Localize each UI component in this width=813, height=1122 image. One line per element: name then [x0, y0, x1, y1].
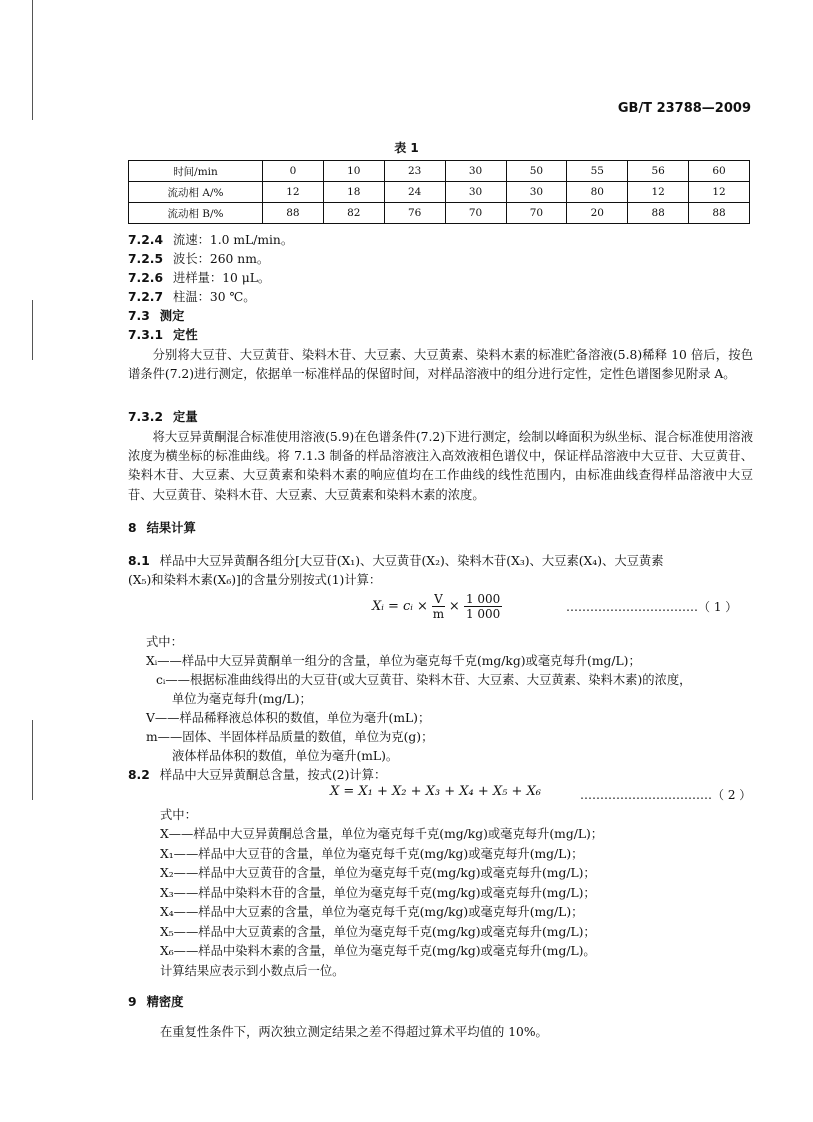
table-row-header: 流动相 A/%	[129, 182, 263, 203]
table-row	[129, 203, 750, 224]
fraction-v-over-m: $\frac{V}{m}$	[432, 592, 445, 621]
definition-line: X₂——样品中大豆黄苷的含量，单位为毫克每千克(mg/kg)或毫克每升(mg/L)；	[160, 866, 596, 880]
table-cell: 88	[628, 203, 689, 224]
table-cell: 70	[445, 203, 506, 224]
table-cell: 20	[567, 203, 628, 224]
definition-line: V——样品稀释液总体积的数值，单位为毫升(mL)；	[146, 711, 431, 725]
table-cell: 55	[567, 161, 628, 182]
table-cell: 50	[506, 161, 567, 182]
item-7-2-4: 7.2.4 流速：1.0 mL/min。	[128, 233, 294, 247]
table-row-header: 时间/min	[129, 161, 263, 182]
table-cell: 12	[628, 182, 689, 203]
table-cell: 23	[384, 161, 445, 182]
where-label-2: 式中：	[160, 808, 197, 822]
scan-edge-line-mid	[32, 300, 33, 360]
definition-line: X₄——样品中大豆素的含量，单位为毫克每千克(mg/kg)或毫克每升(mg/L)；	[160, 905, 584, 919]
table-cell: 0	[263, 161, 324, 182]
heading-7-3-1: 7.3.1 定性	[128, 328, 198, 342]
definition-line: X₁——样品中大豆苷的含量，单位为毫克每千克(mg/kg)或毫克每升(mg/L)；	[160, 846, 584, 861]
table-cell: 24	[384, 182, 445, 203]
paragraph-7-3-2: 将大豆异黄酮混合标准使用溶液(5.9)在色谱条件(7.2)下进行测定，绘制以峰面积为纵坐标、混合标准使用溶液浓度为横坐标的标准曲线。将 7.1.3 制备的样品溶液注入高效液相色谱仪中，保证样品溶液中大豆苷、大豆黄苷、染料木苷、大豆素、大豆黄素和染料木素的响应值均在工作曲线的线性范围内，由标准曲线查得样品溶液中大豆苷、大豆黄苷、染料木苷、大豆素、大豆黄素和染料木素的浓度。	[128, 430, 753, 502]
table-row-header: 流动相 B/%	[129, 203, 263, 224]
definition-line: 液体样品体积的数值，单位为毫升(mL)。	[172, 749, 399, 763]
table-row	[129, 182, 750, 203]
paragraph-9: 在重复性条件下，两次独立测定结果之差不得超过算术平均值的 10%。	[160, 1025, 548, 1039]
heading-7-3-2: 7.3.2 定量	[128, 410, 198, 424]
definition-line: X——样品中大豆异黄酮总含量，单位为毫克每千克(mg/kg)或毫克每升(mg/L)；	[160, 827, 604, 841]
table-cell: 76	[384, 203, 445, 224]
table-row	[129, 161, 750, 182]
equation-1: Xᵢ = cᵢ × $\frac{V}{m}$ × $\frac{1 000}{1 000}$	[372, 592, 501, 621]
scan-edge-line-top	[32, 0, 33, 120]
heading-7-3: 7.3 测定	[128, 309, 185, 323]
item-7-2-7: 7.2.7 柱温：30 ℃。	[128, 290, 256, 304]
item-7-2-5: 7.2.5 波长：260 nm。	[128, 252, 270, 266]
scan-edge-line-low	[32, 720, 33, 800]
standard-number: GB/T 23788—2009	[617, 101, 751, 116]
item-8-1-cont: (X₅)和染料木素(X₆)]的含量分别按式(1)计算：	[128, 573, 382, 587]
table-cell: 60	[689, 161, 750, 182]
fraction-1000: $\frac{1 000}{1 000}$	[465, 592, 501, 621]
table-cell: 12	[689, 182, 750, 203]
definition-line: X₆——样品中染料木素的含量，单位为毫克每千克(mg/kg)或毫克每升(mg/L)。	[160, 944, 596, 958]
table-cell: 56	[628, 161, 689, 182]
definition-line: 单位为毫克每升(mg/L)；	[172, 692, 312, 706]
table-cell: 80	[567, 182, 628, 203]
table-cell: 10	[323, 161, 384, 182]
table-cell: 18	[323, 182, 384, 203]
equation-2-number: ……………………………（ 2 ）	[580, 788, 752, 802]
table-cell: 88	[689, 203, 750, 224]
table-cell: 30	[506, 182, 567, 203]
equation-1-number: ……………………………（ 1 ）	[566, 600, 738, 614]
where-label-1: 式中：	[146, 635, 183, 649]
definition-line: m——固体、半固体样品质量的数值，单位为克(g)；	[146, 730, 434, 744]
table-title: 表 1	[394, 141, 419, 155]
item-8-1: 8.1 样品中大豆异黄酮各组分[大豆苷(X₁)、大豆黄苷(X₂)、染料木苷(X₃)、大豆素(X₄)、大豆黄素	[128, 554, 664, 568]
item-7-2-6: 7.2.6 进样量：10 μL。	[128, 271, 271, 285]
definition-line: X₅——样品中大豆黄素的含量，单位为毫克每千克(mg/kg)或毫克每升(mg/L)；	[160, 924, 596, 939]
table-cell: 82	[323, 203, 384, 224]
heading-8: 8 结果计算	[128, 521, 196, 535]
table-cell: 88	[263, 203, 324, 224]
rounding-note: 计算结果应表示到小数点后一位。	[160, 964, 345, 978]
table-cell: 12	[263, 182, 324, 203]
paragraph-7-3-1: 分别将大豆苷、大豆黄苷、染料木苷、大豆素、大豆黄素、染料木素的标准贮备溶液(5.8)稀释 10 倍后，按色谱条件(7.2)进行测定，依据单一标准样品的保留时间，对样品溶液中的组分进行定性，定性色谱图参见附录 A。	[128, 348, 753, 382]
table-cell: 30	[445, 161, 506, 182]
definition-line: cᵢ——根据标准曲线得出的大豆苷(或大豆黄苷、染料木苷、大豆素、大豆黄素、染料木素)的浓度，	[156, 673, 692, 687]
gradient-table	[128, 160, 750, 224]
equation-2: X = X₁ + X₂ + X₃ + X₄ + X₅ + X₆	[330, 784, 541, 799]
definition-line: X₃——样品中染料木苷的含量，单位为毫克每千克(mg/kg)或毫克每升(mg/L)；	[160, 885, 596, 900]
definition-line: Xᵢ——样品中大豆异黄酮单一组分的含量，单位为毫克每千克(mg/kg)或毫克每升(mg/L)；	[146, 654, 641, 668]
table-cell: 70	[506, 203, 567, 224]
table-cell: 30	[445, 182, 506, 203]
item-8-2: 8.2 样品中大豆异黄酮总含量，按式(2)计算：	[128, 768, 387, 782]
heading-9: 9 精密度	[128, 995, 184, 1009]
